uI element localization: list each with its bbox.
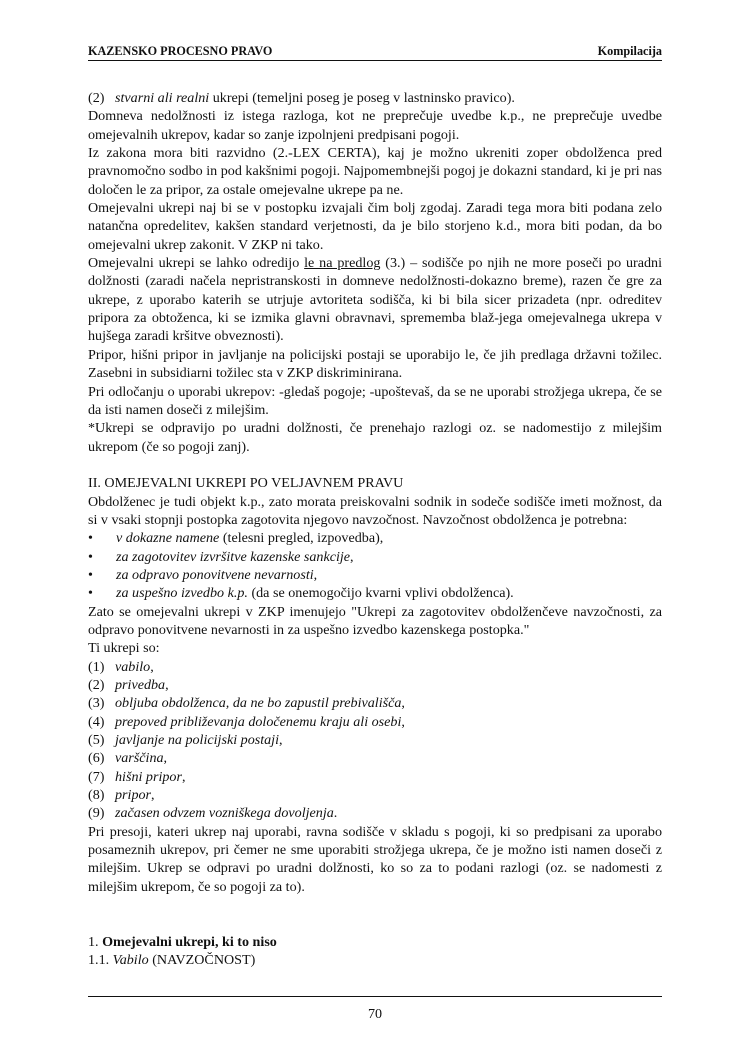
section-title: II. OMEJEVALNI UKREPI PO VELJAVNEM PRAVU [88,475,404,492]
footer-divider [88,996,662,997]
item-number: (2) [88,90,105,106]
heading-text: (NAVZOČNOST) [148,952,256,969]
paragraph-real-measures [88,89,662,107]
paragraph-measures-intro: Ti ukrepi so: [88,640,160,657]
item-number: (9) [88,805,105,822]
measure-item [88,749,662,767]
measure-item [88,713,662,731]
paragraph-lex-certa: Iz zakona mora biti razvidno (2.-LEX CERTA), kaj je možno ukreniti zoper obdolženca pred pravnomočno sodbo in pod kakšnimi pogoji. Najpomembnejši pogoj je dokazni standard, ki je pri nas določen le za pripor, za ostale omejevalne ukrepe pa ne. [88,145,662,198]
bullet-item [88,566,662,584]
bullet-icon: • [88,585,93,602]
italic-term: Vabilo [112,952,149,969]
measure-item [88,658,662,676]
measure-item [88,768,662,786]
item-number: (4) [88,713,105,730]
paragraph-text: ukrepi (temeljni poseg je poseg v lastninsko pravico). [209,90,515,106]
underlined-text: le na predlog [304,255,381,272]
paragraph-early-measures: Omejevalni ukrepi naj bi se v postopku izvajali čim bolj zgodaj. Zaradi tega mora biti podana zelo natančna opredelitev, kakšen standard verjetnosti, da je bilo storjeno k.d., mora biti podan, da bo omejevalni ukrep zakonit. V ZKP ni tako. [88,200,662,253]
measure-item [88,731,662,749]
spacer [88,896,662,933]
item-number: (6) [88,750,105,767]
bullet-item [88,529,662,547]
italic-term: za uspešno izvedbo k.p. [116,585,248,602]
item-number: (5) [88,732,105,749]
measure-item [88,786,662,804]
measure-item [88,804,662,822]
paragraph-zkp-naming: Zato se omejevalni ukrepi v ZKP imenujejo "Ukrepi za zagotovitev obdolženčeve navzočnosti, za odpravo ponovitvene nevarnosti in za uspešno izvedbo kazenskega postopka." [88,603,662,638]
measure-item [88,676,662,694]
italic-term: pripor [115,787,152,804]
bullet-item [88,548,662,566]
bullet-icon: • [88,530,93,547]
purpose-bullet-list [88,529,662,602]
bullet-icon: • [88,548,93,565]
punctuation: , [279,732,283,749]
bullet-icon: • [88,566,93,583]
punctuation: , [163,750,168,767]
paragraph-text: Omejevalni ukrepi se lahko odredijo [88,255,305,272]
heading-number: 1. [88,933,103,950]
measures-numbered-list [88,658,662,823]
italic-term: privedba [115,677,166,693]
paragraph-detention-prosecutor: Pripor, hišni pripor in javljanje na policijski postaji se uporabijo le, če jih predlaga državni tožilec. Zasebni in subsidiarni tožilec sta v ZKP diskriminirana. [88,346,662,382]
measure-item [88,694,662,712]
bullet-text: , [313,566,318,583]
italic-term: v dokazne namene [116,530,220,547]
item-number: (7) [88,768,105,785]
bullet-text: (da se onemogočijo kvarni vplivi obdolženca). [247,585,514,602]
italic-term: začasen odvzem vozniškega dovoljenja [115,805,334,822]
spacer [88,456,662,474]
italic-term: javljanje na policijski postaji [115,732,280,749]
item-number: (2) [88,677,105,693]
paragraph-on-proposal [88,254,662,346]
header-course-title: KAZENSKO PROCESNO PRAVO [88,44,273,58]
punctuation: , [151,787,155,804]
header-document-type: Kompilacija [597,44,662,58]
italic-term: stvarni ali realni [115,90,210,106]
italic-term: za zagotovitev izvršitve kazenske sankcije [116,548,351,565]
punctuation: , [401,695,405,712]
italic-term: za odpravo ponovitvene nevarnosti [116,566,314,583]
paragraph-presence-of-defendant: Obdolženec je tudi objekt k.p., zato morata preiskovalni sodnik in sodeče sodišče imeti možnost, da si v vsaki stopnji postopka zagotovita njegovo navzočnost. Navzočnost obdolženca je potrebna: [88,493,662,528]
item-number: (8) [88,787,105,804]
italic-term: varščina [115,750,164,767]
item-number: (3) [88,695,105,712]
punctuation: , [181,768,186,785]
subheading-1-1 [88,951,662,969]
paragraph-court-assessment: Pri presoji, kateri ukrep naj uporabi, ravna sodišče v skladu s pogoji, ki so predpisani za uporabo posameznih ukrepov, pri čemer ne sme uporabiti strožjega ukrepa, če je možno isti namen doseči z milejšim. Ukrep se odpravi po uradni dolžnosti, ko so za to podani razlogi (oz. se nadomesti z milejšim ukrepom, če so pogoji za to). [88,823,662,895]
italic-term: obljuba obdolženca, da ne bo zapustil prebivališča [115,695,402,712]
italic-term: vabilo [115,658,151,675]
subheading-1 [88,933,662,951]
punctuation: . [333,805,338,822]
heading-number: 1.1. [88,952,113,969]
paragraph-ex-officio-removal: *Ukrepi se odpravijo po uradni dolžnosti, če prenehajo razlogi oz. se nadomestijo z milejšim ukrepom (če so pogoji zanj). [88,420,662,455]
heading-text: Omejevalni ukrepi, ki to niso [102,933,277,950]
running-header [88,44,662,61]
bullet-text: , [350,548,354,565]
page-number: 70 [367,1006,383,1022]
punctuation: , [150,658,154,675]
italic-term: hišni pripor [115,768,182,785]
punctuation: , [165,677,169,693]
bullet-text: (telesni pregled, izpovedba), [219,530,384,547]
paragraph-deciding-measures: Pri odločanju o uporabi ukrepov: -gledaš pogoje; -upoštevaš, da se ne uporabi strožjega ukrepa, če se da isti namen doseči z milejšim. [88,383,662,418]
item-number: (1) [88,658,105,675]
punctuation: , [401,713,405,730]
italic-term: prepoved približevanja določenemu kraju ali osebi [115,713,402,730]
paragraph-presumption-innocence: Domneva nedolžnosti iz istega razloga, kot ne preprečuje uvedbe k.p., ne preprečuje uvedbe omejevalnih ukrepov, kadar so zanje izpolnjeni predpisani pogoji. [88,108,662,143]
document-body [88,89,662,970]
bullet-item [88,584,662,602]
paragraph-text: (3.) – sodišče po njih ne more poseči po uradni dolžnosti (zaradi načela nepristranskosti in domneve nedolžnosti-dokazno breme), razen če gre za ukrepe, z uporabo katerih se utrjuje avtoriteta sodišča, ki bi bila sicer prizadeta (npr. odreditev pripora za obtoženca, ki se izmika glavni obravnavi, sprememba blaž-jega omejevalnega ukrepa v hujšega zaradi kršitve obveznosti). [88,255,663,345]
